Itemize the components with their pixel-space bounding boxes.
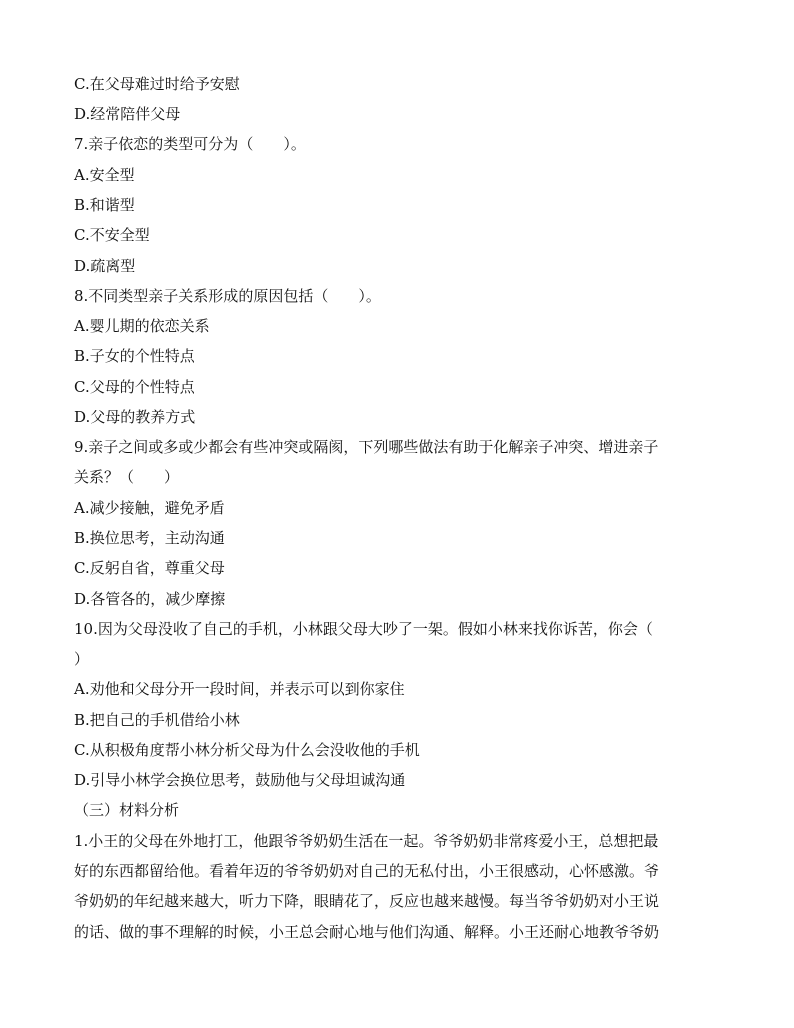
- option-c-q7: C.不安全型: [74, 226, 150, 244]
- option-a-q7: A.安全型: [74, 166, 135, 184]
- option-c-q8: C.父母的个性特点: [74, 378, 195, 396]
- question-10-line-2: ）: [74, 650, 90, 668]
- material-1-line-3: 爷奶奶的年纪越来越大，听力下降，眼睛花了，反应也越来越慢。每当爷爷奶奶对小王说: [74, 892, 660, 910]
- option-a-q10: A.劝他和父母分开一段时间，并表示可以到你家住: [74, 680, 405, 698]
- material-1-line-2: 好的东西都留给他。看着年迈的爷爷奶奶对自己的无私付出，小王很感动，心怀感激。爷: [74, 862, 660, 880]
- option-b-q7: B.和谐型: [74, 196, 135, 214]
- question-9-line-2: 关系？（ ）: [74, 468, 180, 486]
- material-1-line-4: 的话、做的事不理解的时候，小王总会耐心地与他们沟通、解释。小王还耐心地教爷爷奶: [74, 923, 660, 941]
- option-c-q9: C.反躬自省，尊重父母: [74, 559, 225, 577]
- option-b-q9: B.换位思考，主动沟通: [74, 529, 225, 547]
- material-1-line-1: 1.小王的父母在外地打工，他跟爷爷奶奶生活在一起。爷爷奶奶非常疼爱小王，总想把最: [74, 832, 659, 850]
- option-b-q8: B.子女的个性特点: [74, 347, 195, 365]
- question-9-line-1: 9.亲子之间或多或少都会有些冲突或隔阂，下列哪些做法有助于化解亲子冲突、增进亲子: [74, 438, 659, 456]
- option-a-q8: A.婴儿期的依恋关系: [74, 317, 210, 335]
- option-d-q10: D.引导小林学会换位思考，鼓励他与父母坦诚沟通: [74, 771, 406, 789]
- option-d-q8: D.父母的教养方式: [74, 408, 196, 426]
- option-d-q9: D.各管各的，减少摩擦: [74, 590, 226, 608]
- option-c-q10: C.从积极角度帮小林分析父母为什么会没收他的手机: [74, 741, 420, 759]
- option-d-q7: D.疏离型: [74, 257, 136, 275]
- option-d-q6: D.经常陪伴父母: [74, 105, 181, 123]
- option-b-q10: B.把自己的手机借给小林: [74, 711, 240, 729]
- option-c-q6: C.在父母难过时给予安慰: [74, 75, 240, 93]
- question-10-line-1: 10.因为父母没收了自己的手机，小林跟父母大吵了一架。假如小林来找你诉苦，你会（: [74, 620, 653, 638]
- option-a-q9: A.减少接触，避免矛盾: [74, 499, 225, 517]
- section-heading: （三）材料分析: [74, 801, 180, 819]
- question-8: 8.不同类型亲子关系形成的原因包括（ ）。: [74, 287, 381, 305]
- question-7: 7.亲子依恋的类型可分为（ ）。: [74, 135, 306, 153]
